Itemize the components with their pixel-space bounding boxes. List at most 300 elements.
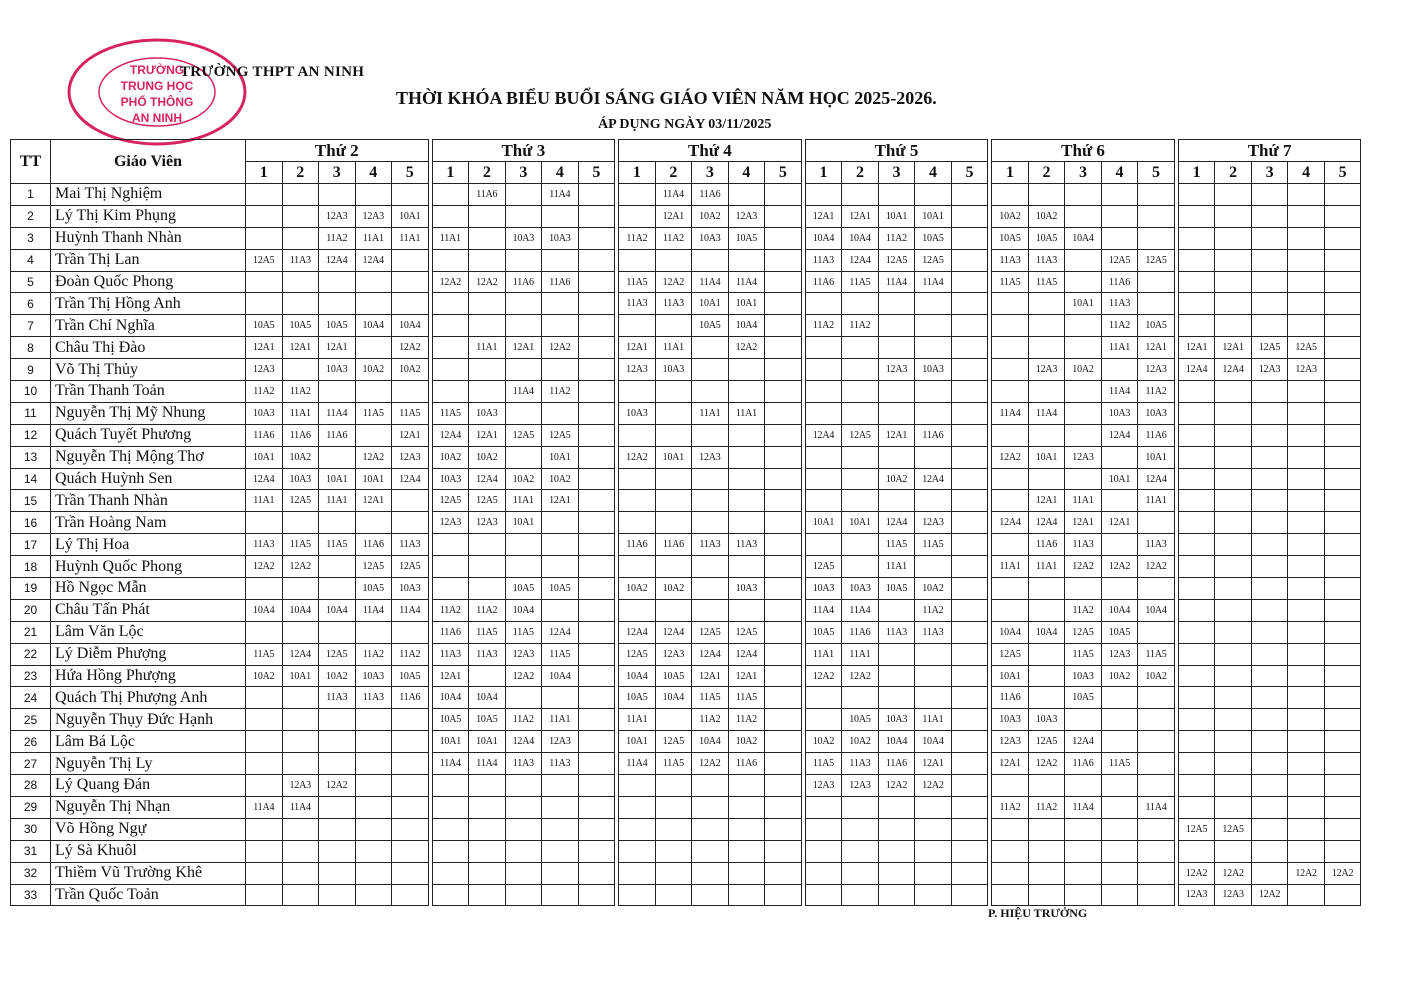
class-cell [578, 512, 615, 534]
class-cell [878, 643, 915, 665]
class-cell: 10A2 [355, 359, 392, 381]
table-row [11, 271, 1361, 293]
class-cell: 11A5 [655, 753, 692, 775]
row-number: 20 [11, 599, 51, 621]
class-cell [728, 424, 765, 446]
class-cell [319, 184, 356, 206]
class-cell: 12A2 [1178, 862, 1215, 884]
class-cell [878, 381, 915, 403]
class-cell: 11A4 [842, 599, 879, 621]
class-cell [319, 271, 356, 293]
class-cell: 11A5 [878, 534, 915, 556]
class-cell [578, 687, 615, 709]
row-number: 21 [11, 621, 51, 643]
row-number: 11 [11, 402, 51, 424]
class-cell: 11A6 [392, 687, 429, 709]
class-cell: 11A6 [542, 271, 579, 293]
class-cell [505, 249, 542, 271]
class-cell [1215, 446, 1252, 468]
table-row [11, 490, 1361, 512]
class-cell [578, 468, 615, 490]
class-cell [655, 249, 692, 271]
class-cell [1101, 796, 1138, 818]
class-cell [542, 775, 579, 797]
class-cell [951, 840, 988, 862]
class-cell [282, 621, 319, 643]
class-cell [1028, 884, 1065, 906]
class-cell: 10A2 [392, 359, 429, 381]
class-cell [542, 687, 579, 709]
class-cell: 12A4 [728, 643, 765, 665]
class-cell: 12A2 [355, 446, 392, 468]
class-cell [878, 315, 915, 337]
teacher-name: Châu Thị Đào [51, 337, 246, 359]
class-cell [842, 796, 879, 818]
class-cell [1028, 293, 1065, 315]
table-row [11, 359, 1361, 381]
class-cell: 10A3 [355, 665, 392, 687]
class-cell: 12A4 [1138, 468, 1175, 490]
class-cell [578, 578, 615, 600]
class-cell [392, 249, 429, 271]
class-cell: 12A5 [1028, 731, 1065, 753]
class-cell [392, 709, 429, 731]
table-row [11, 293, 1361, 315]
class-cell: 12A2 [1028, 753, 1065, 775]
teacher-name: Hồ Ngọc Mẫn [51, 578, 246, 600]
period-header: 3 [878, 162, 915, 184]
table-row [11, 709, 1361, 731]
class-cell [655, 709, 692, 731]
class-cell: 11A2 [505, 709, 542, 731]
class-cell [1288, 490, 1325, 512]
class-cell: 10A1 [915, 205, 952, 227]
class-cell: 11A4 [1065, 796, 1102, 818]
teacher-name: Trần Thị Lan [51, 249, 246, 271]
class-cell: 11A3 [392, 534, 429, 556]
class-cell [692, 818, 729, 840]
class-cell: 11A3 [655, 293, 692, 315]
row-number: 29 [11, 796, 51, 818]
class-cell: 12A1 [246, 337, 283, 359]
class-cell [246, 184, 283, 206]
class-cell: 11A4 [992, 402, 1029, 424]
class-cell [1178, 184, 1215, 206]
class-cell: 11A3 [505, 753, 542, 775]
class-cell [692, 468, 729, 490]
class-cell [951, 402, 988, 424]
class-cell: 10A1 [1101, 468, 1138, 490]
class-cell [1324, 796, 1361, 818]
class-cell: 11A3 [992, 249, 1029, 271]
class-cell [765, 468, 802, 490]
class-cell: 11A6 [355, 534, 392, 556]
teacher-name: Nguyễn Thụy Đức Hạnh [51, 709, 246, 731]
class-cell [765, 337, 802, 359]
class-cell: 12A3 [392, 446, 429, 468]
class-cell [1065, 818, 1102, 840]
class-cell: 10A1 [842, 512, 879, 534]
class-cell [1138, 753, 1175, 775]
class-cell [319, 578, 356, 600]
class-cell [915, 315, 952, 337]
class-cell: 11A6 [432, 621, 469, 643]
class-cell [392, 840, 429, 862]
class-cell [1288, 621, 1325, 643]
class-cell: 12A2 [1251, 884, 1288, 906]
class-cell [319, 556, 356, 578]
class-cell [765, 446, 802, 468]
class-cell: 11A1 [915, 709, 952, 731]
class-cell: 10A4 [1028, 621, 1065, 643]
class-cell [951, 446, 988, 468]
class-cell: 12A5 [992, 643, 1029, 665]
class-cell [505, 534, 542, 556]
class-cell [469, 818, 506, 840]
class-cell: 10A3 [915, 359, 952, 381]
class-cell [469, 534, 506, 556]
class-cell [1028, 818, 1065, 840]
row-number: 13 [11, 446, 51, 468]
class-cell [578, 556, 615, 578]
class-cell [1251, 621, 1288, 643]
class-cell: 12A4 [1028, 512, 1065, 534]
class-cell: 12A2 [246, 556, 283, 578]
class-cell [505, 796, 542, 818]
class-cell: 11A6 [728, 753, 765, 775]
table-row [11, 840, 1361, 862]
class-cell [992, 424, 1029, 446]
class-cell [505, 293, 542, 315]
row-number: 5 [11, 271, 51, 293]
class-cell [1288, 687, 1325, 709]
class-cell: 12A2 [505, 665, 542, 687]
period-header: 5 [951, 162, 988, 184]
class-cell [469, 249, 506, 271]
class-cell [1215, 534, 1252, 556]
class-cell [355, 796, 392, 818]
class-cell [655, 490, 692, 512]
class-cell: 11A2 [469, 599, 506, 621]
class-cell [692, 424, 729, 446]
class-cell: 12A1 [505, 337, 542, 359]
row-number: 8 [11, 337, 51, 359]
class-cell: 12A3 [432, 512, 469, 534]
class-cell: 10A3 [282, 468, 319, 490]
class-cell [655, 840, 692, 862]
class-cell [432, 184, 469, 206]
class-cell [1324, 271, 1361, 293]
class-cell [805, 862, 842, 884]
class-cell [469, 359, 506, 381]
class-cell [1215, 205, 1252, 227]
class-cell [1288, 818, 1325, 840]
table-row [11, 556, 1361, 578]
class-cell: 12A5 [692, 621, 729, 643]
class-cell [1324, 337, 1361, 359]
class-cell [878, 293, 915, 315]
class-cell [1324, 687, 1361, 709]
class-cell [805, 402, 842, 424]
class-cell [1288, 709, 1325, 731]
class-cell [878, 446, 915, 468]
class-cell [992, 599, 1029, 621]
class-cell [1288, 884, 1325, 906]
class-cell: 11A6 [915, 424, 952, 446]
class-cell: 11A1 [246, 490, 283, 512]
class-cell [578, 293, 615, 315]
class-cell: 10A1 [505, 512, 542, 534]
class-cell: 11A2 [432, 599, 469, 621]
class-cell: 10A4 [728, 315, 765, 337]
class-cell: 10A4 [878, 731, 915, 753]
class-cell [319, 796, 356, 818]
class-cell: 11A6 [1101, 271, 1138, 293]
row-number: 19 [11, 578, 51, 600]
row-number: 12 [11, 424, 51, 446]
class-cell [878, 599, 915, 621]
class-cell: 12A5 [1251, 337, 1288, 359]
teacher-name: Huỳnh Quốc Phong [51, 556, 246, 578]
class-cell: 12A5 [246, 249, 283, 271]
class-cell [1215, 775, 1252, 797]
class-cell: 10A2 [915, 578, 952, 600]
class-cell [355, 271, 392, 293]
class-cell: 10A3 [1138, 402, 1175, 424]
class-cell [578, 862, 615, 884]
class-cell: 11A2 [692, 709, 729, 731]
class-cell: 12A4 [392, 468, 429, 490]
class-cell: 10A4 [319, 599, 356, 621]
class-cell [1288, 468, 1325, 490]
class-cell [728, 796, 765, 818]
class-cell [1215, 556, 1252, 578]
class-cell [542, 249, 579, 271]
class-cell [915, 446, 952, 468]
teacher-name: Huỳnh Thanh Nhàn [51, 227, 246, 249]
class-cell: 12A2 [1324, 862, 1361, 884]
class-cell: 12A4 [1065, 731, 1102, 753]
class-cell [355, 621, 392, 643]
class-cell [578, 709, 615, 731]
class-cell: 11A5 [1065, 643, 1102, 665]
class-cell: 12A4 [282, 643, 319, 665]
class-cell [878, 840, 915, 862]
class-cell [282, 578, 319, 600]
class-cell [728, 840, 765, 862]
class-cell: 12A5 [392, 556, 429, 578]
class-cell: 10A4 [992, 621, 1029, 643]
class-cell [1288, 775, 1325, 797]
class-cell [1251, 534, 1288, 556]
class-cell [1324, 381, 1361, 403]
class-cell: 12A4 [469, 468, 506, 490]
class-cell: 10A1 [619, 731, 656, 753]
class-cell [1288, 599, 1325, 621]
class-cell [1178, 578, 1215, 600]
class-cell [655, 512, 692, 534]
class-cell [578, 184, 615, 206]
class-cell [842, 337, 879, 359]
class-cell [1324, 424, 1361, 446]
class-cell [1251, 227, 1288, 249]
class-cell: 12A5 [1101, 249, 1138, 271]
class-cell [728, 884, 765, 906]
class-cell [1324, 249, 1361, 271]
class-cell: 12A5 [878, 249, 915, 271]
class-cell [432, 293, 469, 315]
class-cell: 10A2 [619, 578, 656, 600]
class-cell [805, 796, 842, 818]
class-cell [619, 599, 656, 621]
class-cell [915, 402, 952, 424]
class-cell [1101, 184, 1138, 206]
class-cell: 12A1 [355, 490, 392, 512]
class-cell [655, 468, 692, 490]
class-cell: 11A5 [246, 643, 283, 665]
class-cell [1178, 424, 1215, 446]
class-cell: 12A5 [655, 731, 692, 753]
class-cell: 10A5 [878, 578, 915, 600]
class-cell [842, 534, 879, 556]
class-cell: 12A3 [1028, 359, 1065, 381]
class-cell [765, 315, 802, 337]
class-cell: 12A3 [355, 205, 392, 227]
class-cell [505, 205, 542, 227]
class-cell [992, 884, 1029, 906]
teacher-name: Thiềm Vũ Trường Khê [51, 862, 246, 884]
class-cell: 12A3 [915, 512, 952, 534]
class-cell: 12A1 [1215, 337, 1252, 359]
class-cell [1215, 315, 1252, 337]
class-cell: 11A1 [1065, 490, 1102, 512]
class-cell [1251, 599, 1288, 621]
class-cell [692, 381, 729, 403]
class-cell [1138, 271, 1175, 293]
class-cell [1028, 381, 1065, 403]
class-cell [319, 884, 356, 906]
class-cell [1251, 840, 1288, 862]
class-cell: 11A1 [728, 402, 765, 424]
class-cell [469, 884, 506, 906]
class-cell [1251, 293, 1288, 315]
row-number: 3 [11, 227, 51, 249]
class-cell: 12A2 [282, 556, 319, 578]
class-cell [951, 293, 988, 315]
class-cell: 10A1 [992, 665, 1029, 687]
class-cell [1251, 249, 1288, 271]
class-cell: 10A1 [355, 468, 392, 490]
class-cell [765, 490, 802, 512]
class-cell [655, 818, 692, 840]
class-cell [355, 862, 392, 884]
class-cell: 10A2 [505, 468, 542, 490]
teacher-name: Quách Thị Phượng Anh [51, 687, 246, 709]
class-cell: 12A2 [915, 775, 952, 797]
day-header: Thứ 3 [432, 140, 615, 162]
period-header: 1 [992, 162, 1029, 184]
class-cell [1101, 840, 1138, 862]
class-cell: 11A2 [282, 381, 319, 403]
class-cell: 12A5 [1138, 249, 1175, 271]
class-cell [1178, 402, 1215, 424]
class-cell: 10A3 [1028, 709, 1065, 731]
class-cell [619, 512, 656, 534]
class-cell: 10A2 [728, 731, 765, 753]
class-cell: 11A3 [1101, 293, 1138, 315]
class-cell [392, 753, 429, 775]
class-cell [542, 315, 579, 337]
class-cell [319, 731, 356, 753]
class-cell [951, 490, 988, 512]
class-cell [951, 862, 988, 884]
teacher-name: Nguyễn Thị Ly [51, 753, 246, 775]
class-cell [1178, 205, 1215, 227]
class-cell [392, 381, 429, 403]
class-cell [1215, 599, 1252, 621]
class-cell: 11A6 [842, 621, 879, 643]
class-cell [765, 556, 802, 578]
class-cell [765, 599, 802, 621]
class-cell [319, 293, 356, 315]
class-cell: 11A3 [1028, 249, 1065, 271]
class-cell [1215, 709, 1252, 731]
class-cell: 10A2 [319, 665, 356, 687]
class-cell [1065, 862, 1102, 884]
class-cell: 10A3 [1065, 665, 1102, 687]
class-cell [355, 424, 392, 446]
class-cell: 10A4 [842, 227, 879, 249]
class-cell [842, 862, 879, 884]
class-cell: 11A5 [355, 402, 392, 424]
class-cell [1324, 184, 1361, 206]
class-cell: 10A1 [246, 446, 283, 468]
class-cell [392, 621, 429, 643]
class-cell [392, 512, 429, 534]
class-cell: 10A4 [432, 687, 469, 709]
class-cell [319, 840, 356, 862]
class-cell [1288, 840, 1325, 862]
class-cell [619, 796, 656, 818]
class-cell [355, 337, 392, 359]
row-number: 4 [11, 249, 51, 271]
table-row [11, 424, 1361, 446]
class-cell [1251, 402, 1288, 424]
period-header: 3 [1251, 162, 1288, 184]
class-cell [805, 468, 842, 490]
class-cell [765, 249, 802, 271]
class-cell [1065, 205, 1102, 227]
row-number: 9 [11, 359, 51, 381]
class-cell [765, 796, 802, 818]
class-cell [578, 249, 615, 271]
class-cell [765, 402, 802, 424]
class-cell: 10A1 [392, 205, 429, 227]
class-cell: 11A5 [1028, 271, 1065, 293]
teacher-name: Lý Diễm Phượng [51, 643, 246, 665]
class-cell [728, 818, 765, 840]
class-cell [765, 775, 802, 797]
class-cell: 11A2 [842, 315, 879, 337]
svg-text:AN NINH: AN NINH [132, 111, 182, 125]
class-cell [992, 184, 1029, 206]
class-cell [842, 359, 879, 381]
class-cell [469, 862, 506, 884]
teacher-name: Lâm Bá Lộc [51, 731, 246, 753]
class-cell [1251, 271, 1288, 293]
class-cell [578, 796, 615, 818]
class-cell [355, 381, 392, 403]
